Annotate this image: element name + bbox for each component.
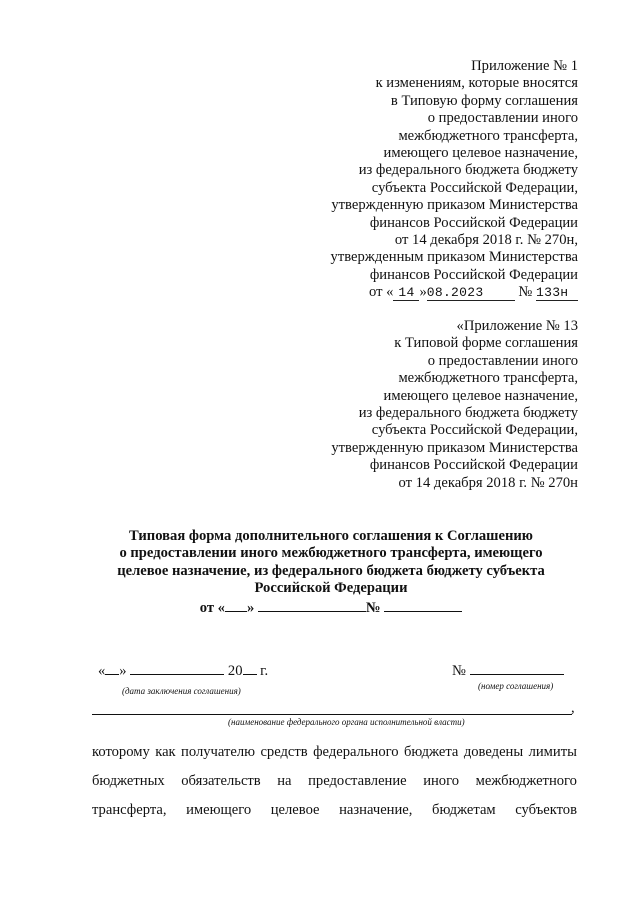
body-word: имеющего bbox=[186, 802, 252, 818]
appendix-13-line: утвержденную приказом Министерства bbox=[331, 439, 578, 456]
appendix-1-line: от 14 декабря 2018 г. № 270н, bbox=[394, 232, 578, 249]
order-reference bbox=[331, 284, 578, 301]
date-day-blank[interactable] bbox=[105, 661, 119, 675]
appendix-13-line: о предоставлении иного bbox=[427, 352, 578, 369]
order-day-field: 14 bbox=[393, 286, 419, 301]
agreement-date-caption: (дата заключения соглашения) bbox=[122, 686, 241, 696]
body-word: которому bbox=[92, 744, 150, 760]
appendix-1-line: утвержденным приказом Министерства bbox=[330, 249, 578, 266]
appendix-13-line: финансов Российской Федерации bbox=[369, 457, 578, 474]
appendix-1-line: в Типовую форму соглашения bbox=[390, 92, 578, 109]
appendix-13-line: «Приложение № 13 bbox=[456, 318, 578, 334]
body-word: целевое bbox=[270, 802, 320, 818]
body-word: субъектов bbox=[515, 802, 577, 818]
appendix-1-header bbox=[331, 58, 578, 302]
body-word: бюджетных bbox=[92, 773, 165, 789]
from-mid: » bbox=[246, 599, 255, 616]
agreement-number-blank[interactable] bbox=[470, 661, 564, 675]
date-year-prefix: 20 bbox=[227, 663, 243, 679]
document-title bbox=[96, 528, 566, 617]
appendix-13-line: из федерального бюджета бюджету bbox=[358, 405, 578, 422]
body-word: назначение, bbox=[339, 802, 413, 818]
date-month-blank[interactable] bbox=[130, 661, 224, 675]
order-number-field: 133н bbox=[536, 286, 578, 301]
title-line: Российской Федерации bbox=[254, 580, 408, 597]
body-word: иного bbox=[423, 773, 460, 789]
body-word: на bbox=[277, 773, 292, 789]
from-date-blank[interactable] bbox=[258, 598, 366, 612]
agreement-number-caption: (номер соглашения) bbox=[478, 681, 554, 691]
body-word: доведены bbox=[463, 744, 524, 760]
from-day-blank[interactable] bbox=[225, 598, 247, 612]
date-year-suffix: г. bbox=[260, 663, 269, 679]
body-paragraph bbox=[92, 738, 577, 825]
body-line bbox=[92, 767, 577, 796]
body-line bbox=[92, 796, 577, 825]
from-number-label: № bbox=[365, 599, 381, 616]
body-word: бюджета bbox=[404, 744, 459, 760]
appendix-13-line: к Типовой форме соглашения bbox=[394, 335, 578, 352]
order-date-field: 08.2023 bbox=[427, 286, 515, 301]
title-line: о предоставлении иного межбюджетного трансферта, имеющего bbox=[119, 545, 543, 562]
body-line bbox=[92, 738, 577, 767]
order-prefix: от « bbox=[369, 284, 394, 301]
appendix-13-header bbox=[331, 318, 578, 492]
from-prefix: от « bbox=[199, 599, 225, 616]
title-line: Типовая форма дополнительного соглашения к Соглашению bbox=[129, 528, 533, 544]
appendix-13-line: межбюджетного трансферта, bbox=[398, 370, 578, 387]
order-number-label: № bbox=[518, 284, 533, 301]
order-mid: » bbox=[419, 284, 427, 301]
body-word: межбюджетного bbox=[475, 773, 577, 789]
appendix-1-line: из федерального бюджета бюджету bbox=[358, 162, 578, 179]
appendix-1-line: финансов Российской Федерации bbox=[369, 214, 578, 231]
body-word: трансферта, bbox=[92, 802, 167, 818]
body-word: как bbox=[155, 744, 176, 760]
date-open-quote: « bbox=[98, 663, 106, 679]
agreement-number-label: № bbox=[452, 663, 466, 679]
appendix-1-line: о предоставлении иного bbox=[427, 110, 578, 127]
from-number-blank[interactable] bbox=[384, 598, 462, 612]
appendix-13-line: субъекта Российской Федерации, bbox=[371, 422, 578, 439]
body-word: средств bbox=[260, 744, 308, 760]
appendix-1-line: Приложение № 1 bbox=[471, 58, 578, 74]
body-word: федерального bbox=[313, 744, 399, 760]
appendix-13-line: от 14 декабря 2018 г. № 270н bbox=[398, 474, 578, 491]
date-close-quote: » bbox=[119, 663, 127, 679]
appendix-13-line: имеющего целевое назначение, bbox=[383, 387, 578, 404]
date-year-blank[interactable] bbox=[243, 661, 257, 675]
agreement-number-row bbox=[452, 661, 564, 680]
org-name-caption: (наименование федерального органа исполнительной власти) bbox=[228, 717, 465, 727]
title-line: целевое назначение, из федерального бюджета бюджету субъекта bbox=[117, 562, 545, 579]
org-line-comma: , bbox=[571, 700, 575, 716]
appendix-1-line: имеющего целевое назначение, bbox=[383, 145, 578, 162]
body-word: бюджетам bbox=[432, 802, 496, 818]
appendix-1-line: межбюджетного трансферта, bbox=[398, 127, 578, 144]
appendix-1-line: субъекта Российской Федерации, bbox=[371, 179, 578, 196]
appendix-1-line: утвержденную приказом Министерства bbox=[331, 197, 578, 214]
org-name-line[interactable] bbox=[92, 714, 572, 715]
agreement-date-row bbox=[98, 661, 268, 680]
body-word: предоставление bbox=[308, 773, 407, 789]
body-word: лимиты bbox=[528, 744, 577, 760]
title-from-row bbox=[96, 598, 566, 617]
appendix-1-line: к изменениям, которые вносятся bbox=[375, 75, 578, 92]
body-word: получателю bbox=[181, 744, 256, 760]
body-word: обязательств bbox=[181, 773, 261, 789]
appendix-1-line: финансов Российской Федерации bbox=[369, 266, 578, 283]
